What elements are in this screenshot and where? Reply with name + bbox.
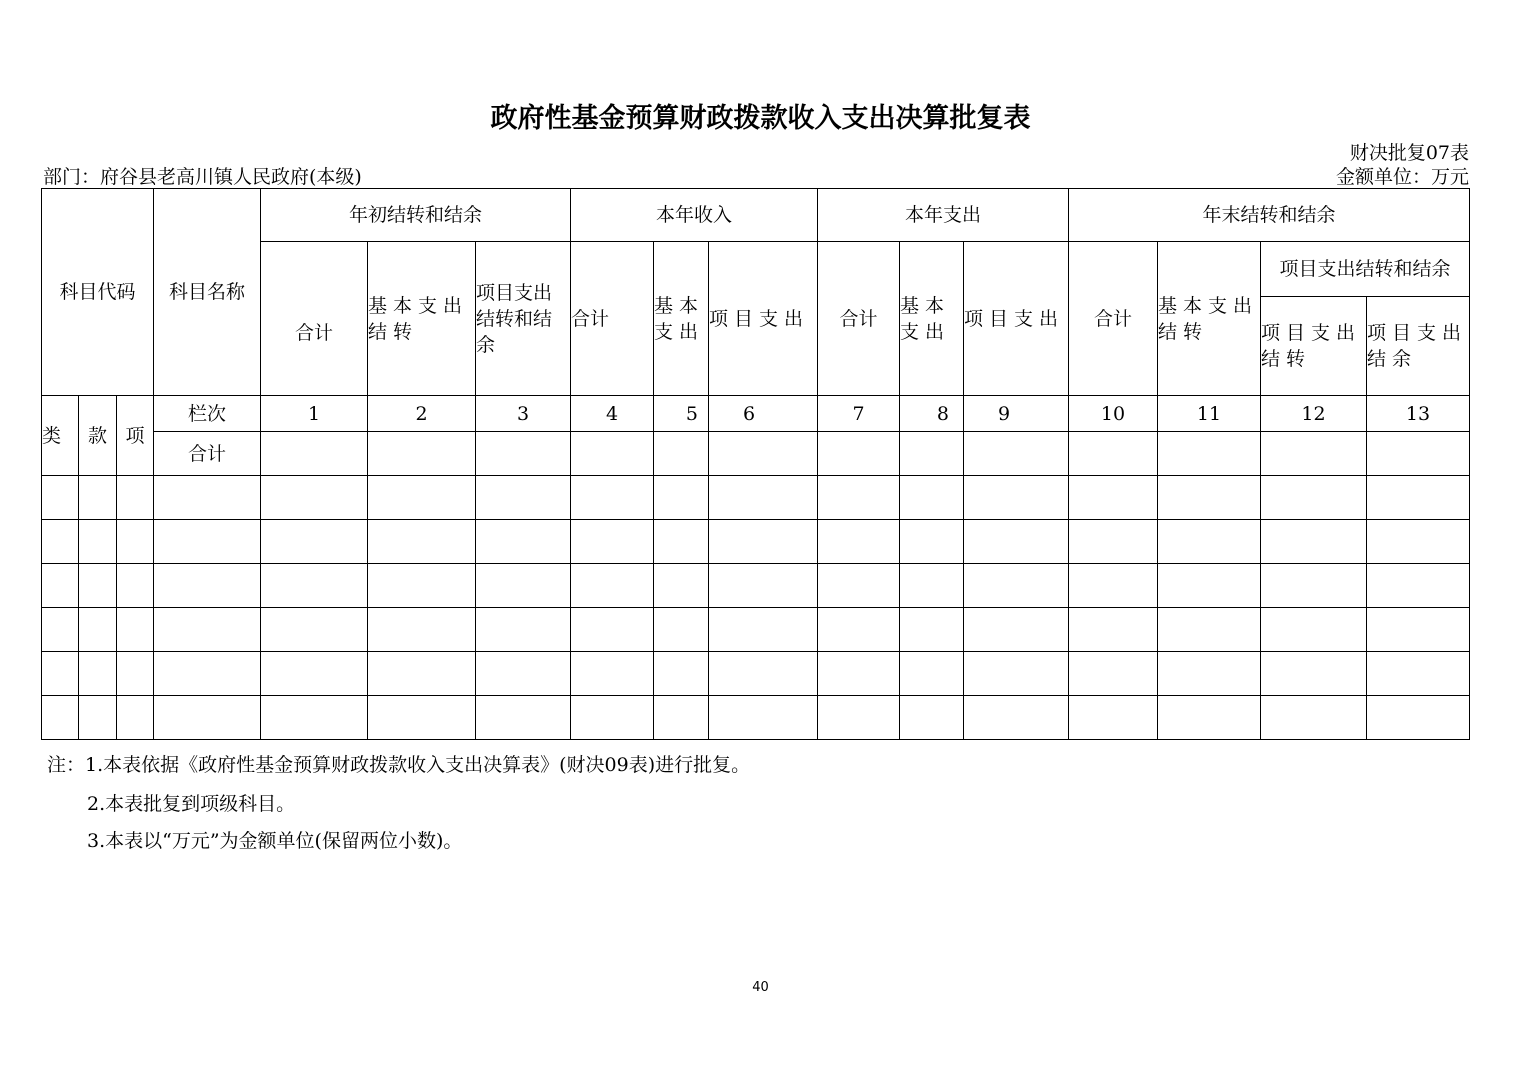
table-cell: [654, 476, 709, 520]
note-3: 3.本表以“万元”为金额单位(保留两位小数)。: [87, 830, 463, 852]
column-no-2: 2: [368, 396, 476, 432]
table-cell: [261, 608, 368, 652]
column-no-6: 6: [709, 396, 818, 432]
table-cell: [818, 608, 900, 652]
form-code: 财决批复07表: [1349, 142, 1469, 164]
table-cell: [42, 564, 79, 608]
table-cell: [571, 652, 654, 696]
table-cell: [154, 696, 261, 740]
table-cell: [476, 476, 571, 520]
end-balance-header: 年末结转和结余: [1069, 189, 1470, 242]
table-cell: [476, 652, 571, 696]
table-cell: [79, 564, 117, 608]
table-cell: [900, 652, 964, 696]
table-cell: [1069, 432, 1158, 476]
column-no-10: 10: [1069, 396, 1158, 432]
table-cell: [654, 432, 709, 476]
table-cell: [1069, 608, 1158, 652]
table-cell: [709, 608, 818, 652]
table-cell: [1158, 608, 1261, 652]
table-row: [42, 564, 1470, 608]
table-cell: [571, 520, 654, 564]
table-cell: [709, 564, 818, 608]
begin-basic-carry-header: 基本支出结转: [368, 242, 476, 396]
table-cell: [1158, 476, 1261, 520]
table-cell: [261, 520, 368, 564]
begin-project-carry-surplus-header: 项目支出结转和结余: [476, 242, 571, 396]
table-cell: [964, 652, 1069, 696]
table-cell: [1261, 652, 1367, 696]
table-cell: [964, 520, 1069, 564]
table-cell: [42, 696, 79, 740]
table-cell: [818, 564, 900, 608]
column-no-5: 5: [654, 396, 709, 432]
table-cell: [709, 520, 818, 564]
table-row: [42, 476, 1470, 520]
table-cell: [117, 520, 154, 564]
table-cell: [476, 608, 571, 652]
table-cell: [900, 476, 964, 520]
table-cell: [1158, 432, 1261, 476]
column-no-12: 12: [1261, 396, 1367, 432]
table-cell: [79, 476, 117, 520]
column-no-8: 8: [900, 396, 964, 432]
table-cell: [476, 432, 571, 476]
income-project-header: 项目支出: [709, 242, 818, 396]
table-cell: [654, 608, 709, 652]
end-project-carry-surplus-header: 项目支出结转和结余: [1261, 242, 1470, 297]
table-cell: [42, 652, 79, 696]
table-cell: [476, 696, 571, 740]
table-cell: [154, 520, 261, 564]
table-cell: [964, 432, 1069, 476]
column-no-13: 13: [1367, 396, 1470, 432]
table-cell: [1367, 564, 1470, 608]
table-cell: [1367, 652, 1470, 696]
table-cell: [1261, 564, 1367, 608]
table-cell: [261, 432, 368, 476]
unit-label: 金额单位：万元: [1335, 166, 1469, 188]
table-cell: [1261, 520, 1367, 564]
page-title: 政府性基金预算财政拨款收入支出决算批复表: [490, 103, 1031, 134]
table-cell: [900, 608, 964, 652]
table-cell: [1069, 520, 1158, 564]
kuan-header: 款: [79, 396, 117, 476]
table-cell: [709, 432, 818, 476]
table-cell: [571, 608, 654, 652]
table-cell: [654, 564, 709, 608]
table-cell: [709, 652, 818, 696]
table-cell: [818, 476, 900, 520]
column-no-label: 栏次: [154, 396, 261, 432]
table-cell: [964, 476, 1069, 520]
begin-total-header: 合计: [261, 242, 368, 396]
table-cell: [117, 696, 154, 740]
table-cell: [79, 696, 117, 740]
column-no-4: 4: [571, 396, 654, 432]
table-cell: [1367, 520, 1470, 564]
header-row-1: [42, 189, 1470, 242]
table-cell: [117, 608, 154, 652]
table-cell: [1069, 476, 1158, 520]
table-cell: [368, 608, 476, 652]
table-cell: [368, 652, 476, 696]
lei-header: 类: [42, 396, 79, 476]
table-cell: [42, 520, 79, 564]
table-row: [42, 608, 1470, 652]
table-cell: [900, 696, 964, 740]
table-cell: [1158, 696, 1261, 740]
table-cell: [964, 608, 1069, 652]
table-cell: [261, 652, 368, 696]
table-cell: [1158, 564, 1261, 608]
subject-code-header: 科目代码: [42, 189, 154, 396]
begin-balance-header: 年初结转和结余: [261, 189, 571, 242]
table-cell: [42, 476, 79, 520]
table-cell: [1069, 564, 1158, 608]
approval-table: [41, 188, 1470, 740]
income-header: 本年收入: [571, 189, 818, 242]
table-cell: [154, 564, 261, 608]
table-cell: [154, 476, 261, 520]
table-cell: [654, 696, 709, 740]
table-cell: [709, 476, 818, 520]
table-cell: [1367, 608, 1470, 652]
table-cell: [79, 520, 117, 564]
column-no-7: 7: [818, 396, 900, 432]
table-cell: [261, 476, 368, 520]
table-cell: [368, 432, 476, 476]
note-2: 2.本表批复到项级科目。: [87, 793, 296, 815]
xiang-header: 项: [117, 396, 154, 476]
table-cell: [571, 432, 654, 476]
sum-row: [42, 432, 1470, 476]
end-total-header: 合计: [1069, 242, 1158, 396]
table-cell: [1158, 520, 1261, 564]
table-cell: [1261, 432, 1367, 476]
table-cell: [964, 564, 1069, 608]
column-no-11: 11: [1158, 396, 1261, 432]
table-cell: [368, 696, 476, 740]
department-label: 部门：府谷县老高川镇人民政府(本级): [43, 166, 362, 188]
table-cell: [571, 564, 654, 608]
table-cell: [261, 564, 368, 608]
table-cell: [117, 564, 154, 608]
table-cell: [1261, 476, 1367, 520]
note-1: 注：1.本表依据《政府性基金预算财政拨款收入支出决算表》(财决09表)进行批复。: [47, 754, 751, 776]
table-cell: [654, 520, 709, 564]
subject-name-header: 科目名称: [154, 189, 261, 396]
table-cell: [1261, 608, 1367, 652]
column-number-row: [42, 396, 1470, 432]
table-cell: [368, 520, 476, 564]
end-project-surplus-header: 项目支出结余: [1367, 297, 1470, 396]
column-no-3: 3: [476, 396, 571, 432]
table-cell: [1069, 652, 1158, 696]
expense-project-header: 项目支出: [964, 242, 1069, 396]
table-cell: [571, 476, 654, 520]
income-basic-header: 基本支出: [654, 242, 709, 396]
page-number: 40: [752, 980, 769, 995]
table-cell: [476, 564, 571, 608]
table-cell: [818, 696, 900, 740]
table-cell: [154, 608, 261, 652]
table-cell: [1158, 652, 1261, 696]
table-cell: [1367, 696, 1470, 740]
table-cell: [818, 652, 900, 696]
table-cell: [1367, 432, 1470, 476]
table-cell: [476, 520, 571, 564]
table-cell: [154, 652, 261, 696]
table-cell: [368, 476, 476, 520]
column-no-1: 1: [261, 396, 368, 432]
table-cell: [117, 476, 154, 520]
table-cell: [900, 520, 964, 564]
table-row: [42, 652, 1470, 696]
table-cell: [654, 652, 709, 696]
table-cell: [900, 564, 964, 608]
table-cell: [900, 432, 964, 476]
table-cell: [79, 652, 117, 696]
table-row: [42, 520, 1470, 564]
table-cell: [117, 652, 154, 696]
column-no-9: 9: [964, 396, 1069, 432]
expense-basic-header: 基本支出: [900, 242, 964, 396]
end-project-carry-header: 项目支出结转: [1261, 297, 1367, 396]
table-cell: [1261, 696, 1367, 740]
table-cell: [79, 608, 117, 652]
table-cell: [1069, 696, 1158, 740]
sum-row-label: 合计: [154, 432, 261, 476]
income-total-header: 合计: [571, 242, 654, 396]
table-cell: [964, 696, 1069, 740]
table-cell: [1367, 476, 1470, 520]
table-cell: [818, 432, 900, 476]
table-cell: [818, 520, 900, 564]
table-cell: [42, 608, 79, 652]
table-cell: [261, 696, 368, 740]
table-cell: [571, 696, 654, 740]
table-cell: [368, 564, 476, 608]
table-cell: [709, 696, 818, 740]
expense-total-header: 合计: [818, 242, 900, 396]
expense-header: 本年支出: [818, 189, 1069, 242]
table-row: [42, 696, 1470, 740]
end-basic-carry-header: 基本支出结转: [1158, 242, 1261, 396]
